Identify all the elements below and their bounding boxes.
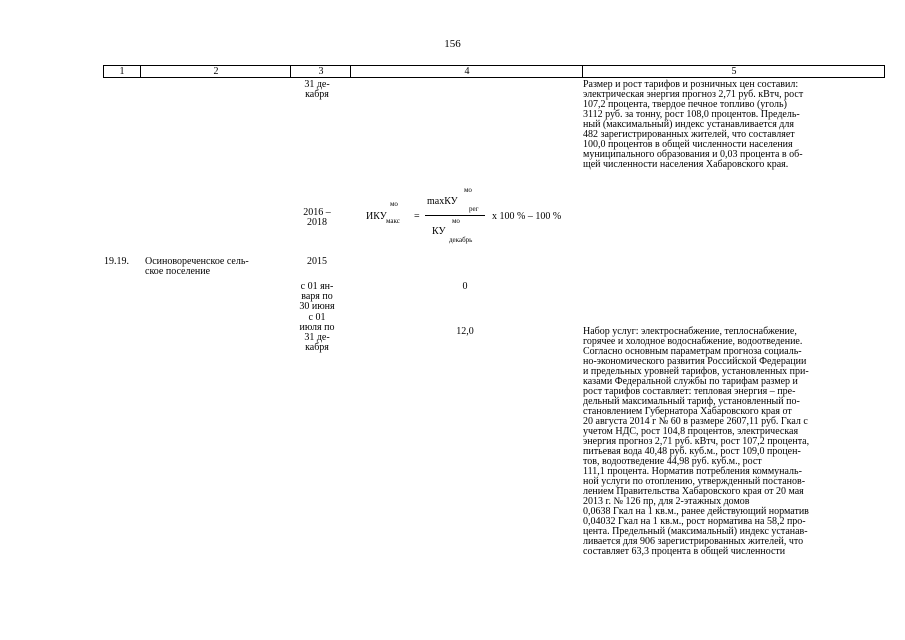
period-line: 31 де- xyxy=(304,332,330,343)
period-line: 2018 xyxy=(307,217,327,228)
entry-name xyxy=(145,257,285,277)
text-line: электрическая энергия прогноз 2,71 руб. кВтч, рост xyxy=(583,89,804,100)
top-date-line: 31 де- xyxy=(304,79,330,90)
entry-year: 2015 xyxy=(307,256,327,267)
entry-name-line: Осиновореченское сель- xyxy=(145,256,249,267)
text-line: 107,2 процента, твердое печное топливо (уголь) xyxy=(583,99,787,110)
formula-lhs-sub: макс xyxy=(386,217,400,225)
period-line: варя по xyxy=(301,291,333,302)
header-col-4: 4 xyxy=(350,66,583,77)
entry-number: 19.19. xyxy=(104,256,129,267)
text-line: цента. Предельный (максимальный) индекс устанав- xyxy=(583,526,808,537)
text-line: щей численности населения Хабаровского края. xyxy=(583,159,789,170)
page-number: 156 xyxy=(444,38,461,50)
text-line: Размер и рост тарифов и розничных цен составил: xyxy=(583,79,799,90)
text-line: ливается для 906 зарегистрированных жителей, что xyxy=(583,536,804,547)
text-line: 2013 г. № 126 пр, для 2-этажных домов xyxy=(583,496,750,507)
entry-period-1 xyxy=(292,282,342,312)
text-line: учетом НДС, рост 104,8 процентов, электрическая xyxy=(583,426,799,437)
text-line: тов, водоотведение 44,98 руб. куб.м., рост xyxy=(583,456,762,467)
top-date-cell xyxy=(292,80,342,100)
text-line: питьевая вода 40,48 руб. куб.м., рост 109,0 процен- xyxy=(583,446,801,457)
text-line: составляет 63,3 процента в общей численности xyxy=(583,546,786,557)
entry-description xyxy=(583,327,879,557)
entry-value-2: 12,0 xyxy=(456,326,474,337)
entry-value-1: 0 xyxy=(462,281,468,292)
text-line: энергия прогноз 2,71 руб. кВтч, рост 107,2 процента, xyxy=(583,436,810,447)
header-col-5: 5 xyxy=(582,66,885,77)
text-line: казами Федеральной службы по тарифам размер и xyxy=(583,376,798,387)
text-line: 0,0638 Гкал на 1 кв.м., ранее действующий норматив xyxy=(583,506,809,517)
index-formula xyxy=(360,184,580,248)
formula-den-sub: декабрь xyxy=(449,236,473,244)
text-line: 100,0 процентов в общей численности населения xyxy=(583,139,793,150)
text-line: Набор услуг: электроснабжение, теплоснабжение, xyxy=(583,326,797,337)
entry-name-line: ское поселение xyxy=(145,266,211,277)
text-line: лением Правительства Хабаровского края от 20 мая xyxy=(583,486,804,497)
text-line: 0,04032 Гкал на 1 кв.м., рост норматива на 58,2 про- xyxy=(583,516,806,527)
top-date-line: кабря xyxy=(305,89,329,100)
top-description xyxy=(583,80,879,170)
formula-num-sup: мо xyxy=(464,186,472,194)
formula-denominator: КУ xyxy=(432,226,446,237)
period-line: 2016 – xyxy=(303,207,331,218)
text-line: и предельных уровней тарифов, установленных при- xyxy=(583,366,809,377)
period-line: с 01 ян- xyxy=(300,281,334,292)
text-line: горячее и холодное водоснабжение, водоотведение. xyxy=(583,336,803,347)
period-line: с 01 xyxy=(308,312,326,323)
period-line: кабря xyxy=(305,342,329,353)
text-line: 482 зарегистрированных жителей, что составляет xyxy=(583,129,795,140)
text-line: рост тарифов составляет: тепловая энергия – пре- xyxy=(583,386,796,397)
table-header-row xyxy=(103,65,885,78)
fraction-bar xyxy=(425,215,485,216)
header-col-1: 1 xyxy=(119,66,125,77)
formula-sup-left: мо xyxy=(390,200,398,208)
text-line: 111,1 процента. Норматив потребления коммуналь- xyxy=(583,466,802,477)
formula-numerator: maxКУ xyxy=(427,196,458,207)
period-line: 30 июня xyxy=(299,301,335,312)
text-line: ный (максимальный) индекс устанавливается для xyxy=(583,119,794,130)
header-col-2: 2 xyxy=(140,66,291,77)
formula-num-sub: рег xyxy=(469,205,479,213)
text-line: 20 августа 2014 г № 60 в размере 2607,11 руб. Гкал с xyxy=(583,416,808,427)
header-col-3: 3 xyxy=(290,66,351,77)
text-line: становлением Губернатора Хабаровского края от xyxy=(583,406,792,417)
text-line: дельный максимальный тариф, установленный по- xyxy=(583,396,800,407)
text-line: 3112 руб. за тонну, рост 108,0 процентов. Предель- xyxy=(583,109,800,120)
text-line: ной услуги по отоплению, утвержденный постанов- xyxy=(583,476,806,487)
text-line: но-экономического развития Российской Федерации xyxy=(583,356,807,367)
formula-period-cell xyxy=(292,208,342,228)
text-line: муниципального образования и 0,03 процента в об- xyxy=(583,149,803,160)
period-line: июля по xyxy=(299,322,335,333)
formula-den-sup: мо xyxy=(452,217,460,225)
formula-tail: х 100 % – 100 % xyxy=(492,211,562,222)
formula-lhs: ИКУ xyxy=(366,211,387,222)
formula-equals: = xyxy=(414,211,420,222)
text-line: Согласно основным параметрам прогноза социаль- xyxy=(583,346,802,357)
entry-period-2 xyxy=(292,313,342,353)
